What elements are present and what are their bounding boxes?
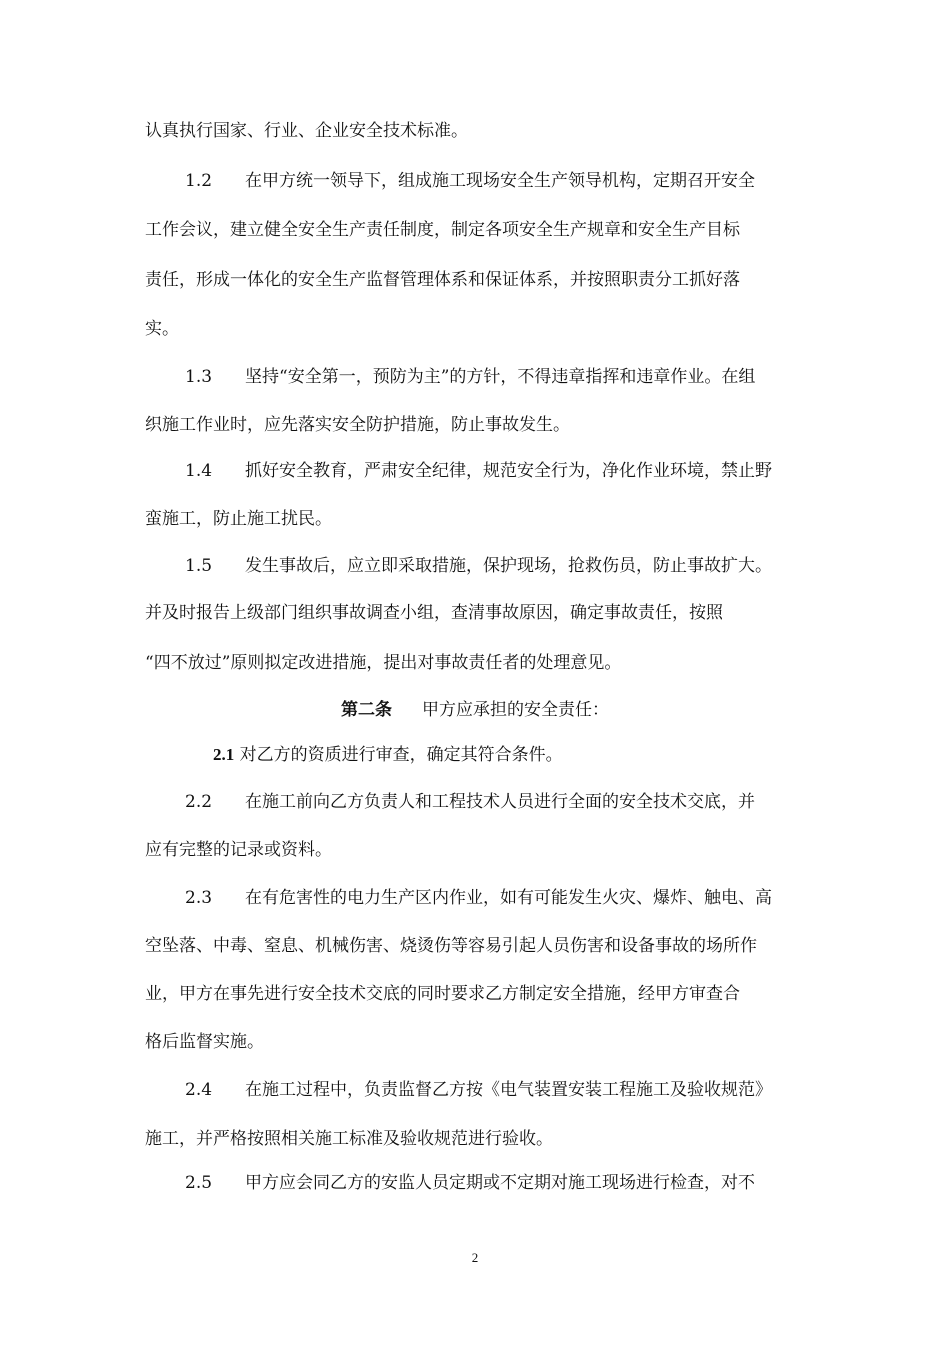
body-line: 责任，形成一体化的安全生产监督管理体系和保证体系，并按照职责分工抓好落 (145, 270, 740, 290)
body-line: 认真执行国家、行业、企业安全技术标准。 (145, 121, 468, 141)
clause-1-2-line (185, 168, 815, 194)
body-line: 并及时报告上级部门组织事故调查小组，查清事故原因，确定事故责任，按照 (145, 603, 723, 623)
clause-text: 在有危害性的电力生产区内作业，如有可能发生火灾、爆炸、触电、高 (245, 888, 772, 908)
section-title: 甲方应承担的安全责任： (422, 700, 609, 720)
clause-text: 在施工前向乙方负责人和工程技术人员进行全面的安全技术交底，并 (245, 792, 755, 812)
clause-1-5-line (185, 553, 815, 579)
clause-2-1-line (213, 742, 813, 768)
clause-2-5-line (185, 1170, 815, 1196)
clause-2-3-line (185, 885, 815, 911)
clause-text: 在施工过程中，负责监督乙方按《电气装置安装工程施工及验收规范》 (245, 1080, 772, 1100)
body-line: 空坠落、中毒、窒息、机械伤害、烧烫伤等容易引起人员伤害和设备事故的场所作 (145, 936, 757, 956)
clause-text: 抓好安全教育，严肃安全纪律，规范安全行为，净化作业环境，禁止野 (245, 461, 772, 481)
body-line: 实。 (145, 319, 179, 339)
clause-text: 对乙方的资质进行审查，确定其符合条件。 (239, 745, 563, 765)
clause-text: 坚持“安全第一，预防为主”的方针，不得违章指挥和违章作业。在组 (245, 367, 756, 387)
clause-text: 发生事故后，应立即采取措施，保护现场，抢救伤员，防止事故扩大。 (245, 556, 772, 576)
body-line: 织施工作业时，应先落实安全防护措施，防止事故发生。 (145, 415, 570, 435)
clause-number: 1.5 (185, 556, 213, 576)
clause-number: 1.2 (185, 171, 213, 191)
section-heading (0, 697, 950, 723)
clause-number: 2.5 (185, 1173, 213, 1193)
body-line: 蛮施工，防止施工扰民。 (145, 509, 332, 529)
clause-2-2-line (185, 789, 815, 815)
clause-number: 2.1 (213, 745, 235, 764)
body-line: 业，甲方在事先进行安全技术交底的同时要求乙方制定安全措施，经甲方审查合 (145, 984, 740, 1004)
clause-2-4-line (185, 1077, 815, 1103)
clause-number: 1.4 (185, 461, 213, 481)
section-label: 第二条 (341, 700, 392, 720)
clause-text: 甲方应会同乙方的安监人员定期或不定期对施工现场进行检查，对不 (245, 1173, 755, 1193)
clause-number: 2.4 (185, 1080, 213, 1100)
clause-1-4-line (185, 458, 815, 484)
body-line: 工作会议，建立健全安全生产责任制度，制定各项安全生产规章和安全生产目标 (145, 220, 740, 240)
clause-number: 2.3 (185, 888, 213, 908)
body-line: 施工，并严格按照相关施工标准及验收规范进行验收。 (145, 1129, 553, 1149)
body-line: 应有完整的记录或资料。 (145, 840, 332, 860)
clause-number: 2.2 (185, 792, 213, 812)
body-line: 格后监督实施。 (145, 1032, 264, 1052)
body-line: “四不放过”原则拟定改进措施，提出对事故责任者的处理意见。 (145, 653, 622, 673)
clause-text: 在甲方统一领导下，组成施工现场安全生产领导机构，定期召开安全 (245, 171, 755, 191)
page-number: 2 (471, 1250, 479, 1265)
clause-number: 1.3 (185, 367, 213, 387)
clause-1-3-line (185, 364, 815, 390)
